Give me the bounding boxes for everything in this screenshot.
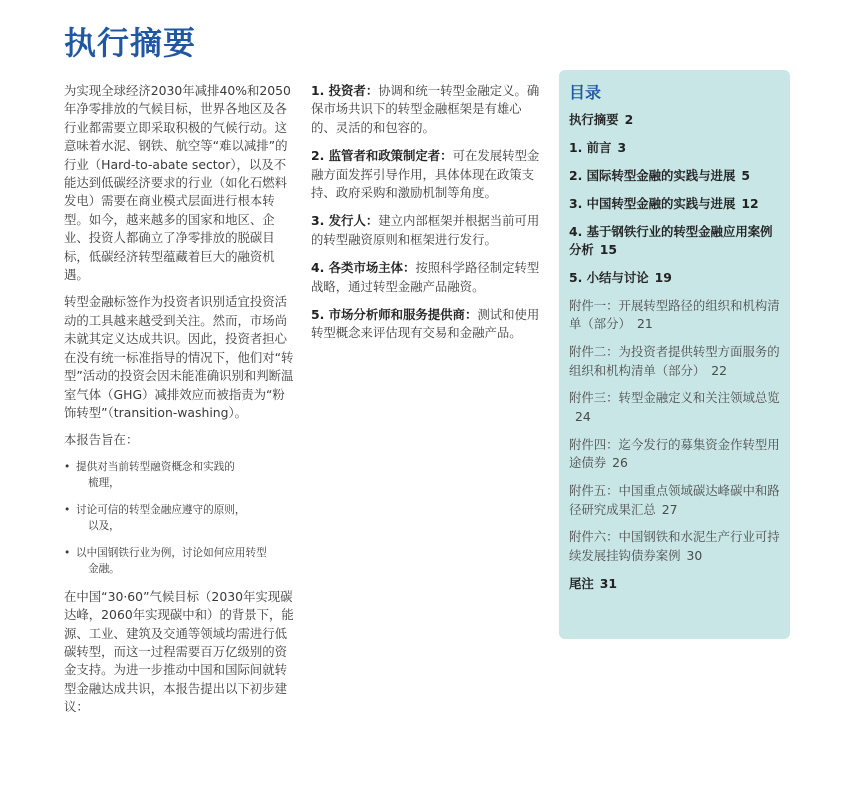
recommendations-column	[311, 82, 545, 353]
intro-column	[64, 82, 296, 726]
toc-item-annex-3[interactable]: 附件三：转型金融定义和关注领域总览24	[569, 390, 780, 424]
toc-item-annex-5[interactable]: 附件五：中国重点领域碳达峰碳中和路径研究成果汇总 27	[569, 483, 780, 517]
toc-item-summary[interactable]: 5. 小结与讨论 19	[569, 269, 672, 285]
aims-list-item: • 提供对当前转型融资概念和实践的 梳理，	[64, 459, 296, 491]
aims-list-item: • 以中国钢铁行业为例，讨论如何应用转型 金融。	[64, 545, 296, 577]
toc-item-steel-case[interactable]: 4. 基于钢铁行业的转型金融应用案例分析 15	[569, 223, 773, 258]
table-of-contents	[559, 70, 790, 639]
toc-item-annex-6[interactable]: 附件六：中国钢铁和水泥生产行业可持续发展挂钩债券案例 30	[569, 529, 780, 563]
recommendation-item: 5. 市场分析师和服务提供商：测试和使用转型概念来评估现有交易和金融产品。	[311, 307, 540, 341]
recommendation-item: 3. 发行人：建立内部框架并根据当前可用的转型融资原则和框架进行发行。	[311, 213, 540, 247]
toc-item-annex-2[interactable]: 附件二：为投资者提供转型方面服务的组织和机构清单（部分） 22	[569, 344, 780, 378]
aims-list-item: • 讨论可信的转型金融应遵守的原则， 以及，	[64, 502, 296, 534]
recommendation-item: 1. 投资者：协调和统一转型金融定义。确保市场共识下的转型金融框架是有雄心的、灵活的和包容的。	[311, 83, 540, 135]
intro-paragraph-3: 本报告旨在：	[64, 432, 139, 448]
toc-item-annex-4[interactable]: 附件四：迄今发行的募集资金作转型用途债券 26	[569, 436, 780, 471]
toc-item-preface[interactable]: 1. 前言 3	[569, 139, 627, 155]
recommendation-item: 4. 各类市场主体：按照科学路径制定转型战略，通过转型金融产品融资。	[311, 260, 540, 294]
intro-paragraph-4: 在中国“30·60”气候目标（2030年实现碳达峰，2060年实现碳中和）的背景下，能源、工业、建筑及交通等领域均需进行低碳转型，而这一过程需要百万亿级别的资金支持。为进一步推动中国和国际间就转型金融达成共识，本报告提出以下初步建议：	[64, 588, 294, 715]
recommendation-item: 2. 监管者和政策制定者：可在发展转型金融方面发挥引导作用，具体体现在政策支持、政府采购和激励机制等角度。	[311, 148, 540, 201]
toc-item-international[interactable]: 2. 国际转型金融的实践与进展 5	[569, 167, 750, 183]
toc-item-endnotes[interactable]: 尾注 31	[569, 575, 618, 591]
aims-list	[64, 459, 296, 577]
page-title: 执行摘要	[64, 24, 197, 62]
intro-paragraph-1: 为实现全球经济2030年减排40%和2050年净零排放的气候目标，世界各地区及各行业都需要立即采取积极的气候行动。这意味着水泥、钢铁、航空等“难以减排”的行业（Hard-to-abate sector），以及不能达到低碳经济要求的行业（如化石燃料发电）需要在商业模式层面进行根本转型。如今，越来越多的国家和地区、企业、投资人都确立了净零排放的脱碳目标，低碳经济转型蕴藏着巨大的融资机遇。	[64, 83, 291, 283]
toc-item-annex-1[interactable]: 附件一：开展转型路径的组织和机构清单（部分） 21	[569, 297, 780, 332]
toc-item-china[interactable]: 3. 中国转型金融的实践与进展 12	[569, 195, 759, 211]
toc-title: 目录	[569, 83, 602, 102]
toc-item-executive-summary[interactable]: 执行摘要 2	[569, 112, 634, 127]
intro-paragraph-2: 转型金融标签作为投资者识别适宜投资活动的工具越来越受到关注。然而，市场尚未就其定义达成共识。因此，投资者担心在没有统一标准指导的情况下，他们对“转型”活动的投资会因未能准确识别和判断温室气体（GHG）减排效应而被指责为“粉饰转型”（transition-washing）。	[64, 294, 294, 420]
